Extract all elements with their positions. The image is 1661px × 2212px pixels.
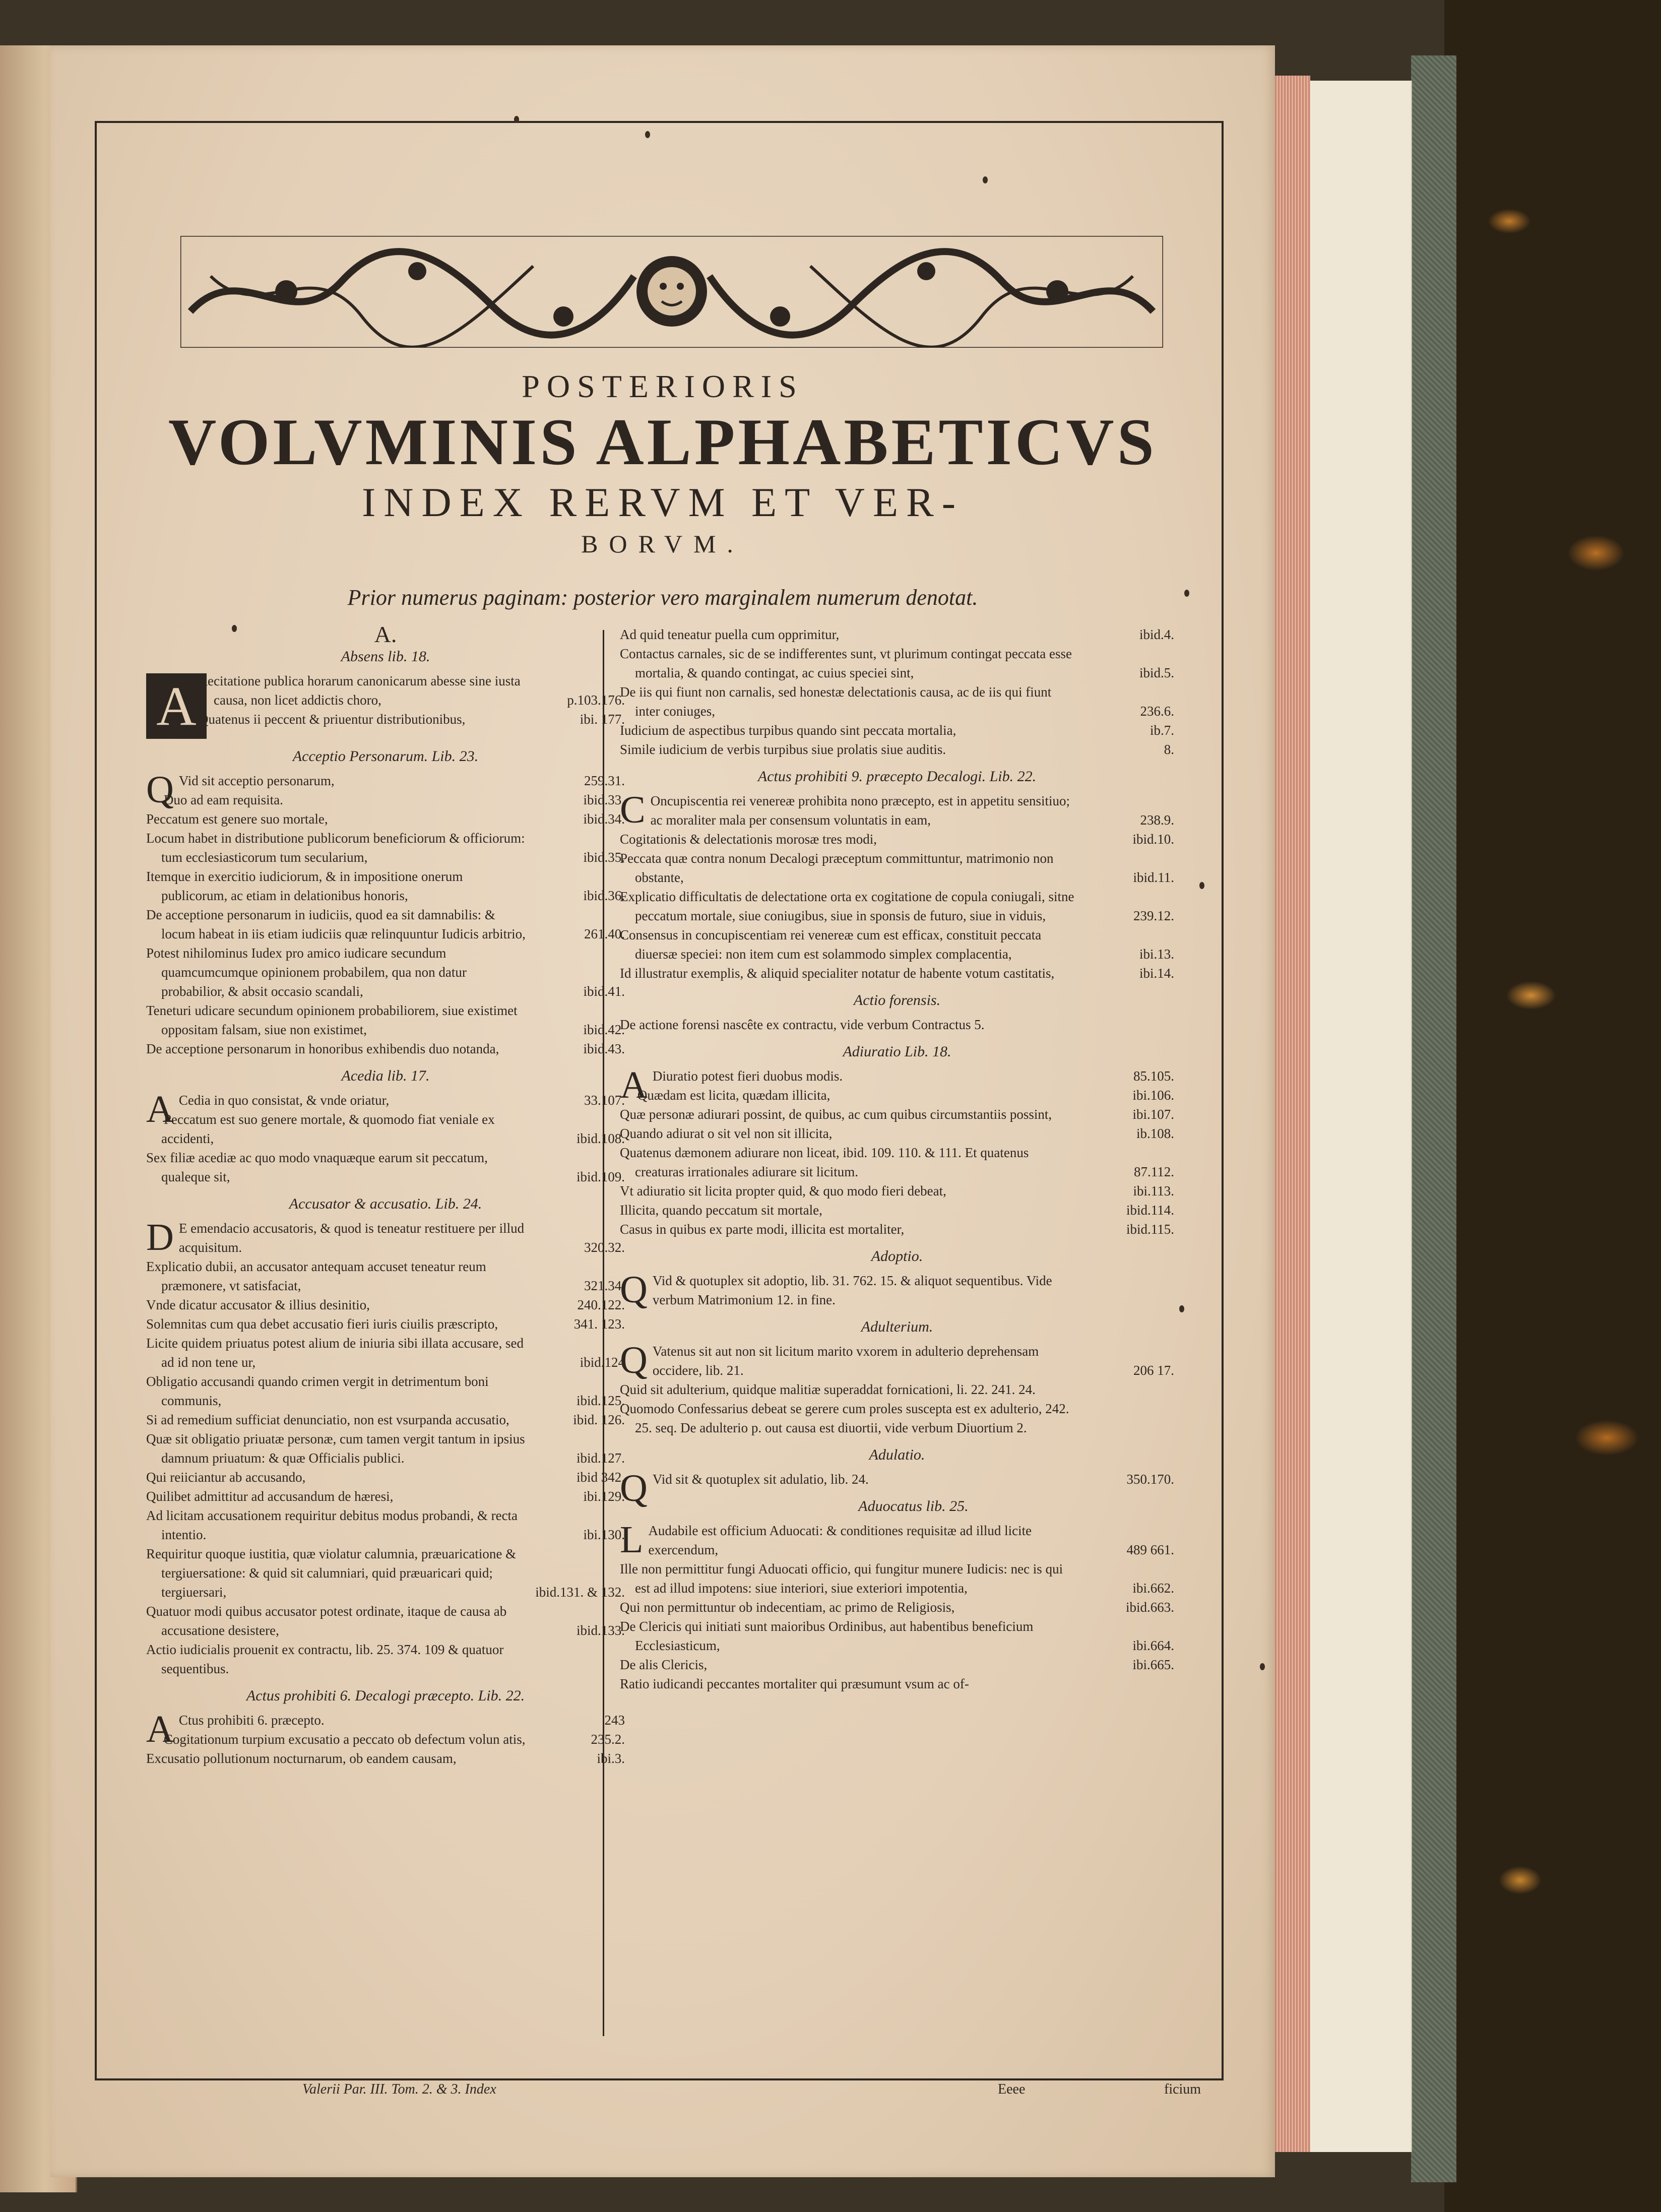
entry-heading: Adulatio.: [869, 1446, 925, 1463]
entry-text: Quæ sit obligatio priuatæ personæ, cum tamen vergit tantum in ipsius damnum priuatum: & quæ Officialis publici.: [146, 1431, 525, 1466]
index-entry: [146, 1506, 625, 1544]
entry-ref: ibi.3.: [597, 1751, 625, 1766]
entry-ref: ibid.36.: [583, 888, 625, 903]
entry-group: [146, 647, 625, 739]
index-entry: [620, 721, 1174, 740]
entry-ref: ibi.113.: [1133, 1183, 1174, 1198]
entry-group: [620, 625, 1174, 759]
index-entry: [620, 1339, 1174, 1381]
index-entry: [146, 1602, 625, 1640]
entry-ref: ibid. 126.: [573, 1412, 625, 1427]
entry-group: [146, 1686, 625, 1768]
entry-text: QVatenus sit aut non sit licitum marito vxorem in adulterio deprehensam occidere, lib. 21.: [620, 1339, 1039, 1381]
entry-ref: ibid.124: [580, 1355, 625, 1370]
entry-text: Ad licitam accusationem requiritur debitus modus probandi, & recta intentio.: [146, 1508, 518, 1542]
entry-group: [620, 1497, 1174, 1693]
entry-text: Teneturi udicare secundum opinionem probabiliorem, siue existimet oppositam falsam, siue non existimet,: [146, 1003, 518, 1037]
index-entry: [146, 1487, 625, 1506]
entry-ref: ibi.130.: [583, 1527, 625, 1542]
entry-ref: ibi.14.: [1139, 966, 1174, 981]
entry-group: [620, 1317, 1174, 1437]
entry-ref: ibi.106.: [1132, 1088, 1174, 1103]
index-entry: [620, 791, 1174, 830]
entry-heading: Absens lib. 18.: [341, 648, 430, 665]
index-entry: [146, 1468, 625, 1487]
entry-text: Quatenus dæmonem adiurare non liceat, ibid. 109. 110. & 111. Et quatenus creaturas irrationales adiurare sit licitum.: [620, 1145, 1029, 1179]
entry-ref: ibid.35.: [583, 850, 625, 865]
entry-ref: ibid.11.: [1133, 870, 1174, 885]
index-entry: [620, 1380, 1174, 1399]
entry-ref: 87.112.: [1134, 1164, 1174, 1179]
entry-text: Si ad remedium sufficiat denunciatio, non est vsurpanda accusatio,: [146, 1412, 509, 1427]
entry-text: De alis Clericis,: [620, 1657, 708, 1672]
entry-ref: ibi.107.: [1132, 1107, 1174, 1122]
index-entry: [620, 1181, 1174, 1200]
entry-ref: 236.6.: [1140, 704, 1174, 719]
index-entry: [146, 1334, 625, 1372]
right-column: [620, 625, 1174, 1701]
entry-ref: 320.32.: [584, 1240, 625, 1255]
entry-ref: ibid.34.: [583, 811, 625, 827]
entry-text: Contactus carnales, sic de se indifferentes sunt, vt plurimum contingat peccata esse mortalia, & quando contingat, ac cuius speciei sint,: [620, 646, 1072, 680]
entry-text: Cogitationis & delectationis morosæ tres modi,: [620, 832, 877, 847]
index-entry: [620, 925, 1174, 964]
wormhole-mark: [1199, 882, 1204, 889]
entry-heading: Actus prohibiti 6. Decalogi præcepto. Lib. 22.: [246, 1687, 525, 1704]
entry-heading: Adoptio.: [871, 1248, 923, 1265]
entry-text: COncupiscentia rei venereæ prohibita nono præcepto, est in appetitu sensitiuo; ac moraliter mala per consensum voluntatis in eam,: [620, 789, 1070, 831]
index-entry: [620, 682, 1174, 721]
entry-heading: Actio forensis.: [853, 992, 941, 1008]
entry-ref: p.103.176.: [567, 692, 625, 708]
decorated-initial: A: [146, 673, 207, 739]
entry-ref: ibid.109.: [576, 1169, 625, 1184]
index-entry: [620, 1143, 1174, 1181]
wormhole-mark: [1179, 1305, 1184, 1312]
entry-text: Quomodo Confessarius debeat se gerere cum proles suscepta est ex adulterio, 242. 25. seq. De adulterio p. out causa est diuortii, vide verbum Diuortium 2.: [620, 1401, 1069, 1435]
entry-text: Potest nihilominus Iudex pro amico iudicare secundum quamcumcumque opinionem probabilem, qua non datur probabilior, & absit occasio scandali,: [146, 945, 467, 999]
entry-text: Casus in quibus ex parte modi, illicita est mortaliter,: [620, 1222, 905, 1237]
entry-text: Explicatio difficultatis de delectatione orta ex cogitatione de copula coniugali, sitne peccatum mortale, siue coniugibus, siue in sponsis de futuro, siue in viduis,: [620, 889, 1074, 923]
index-entry: [620, 1015, 1174, 1034]
title-line-voluminis: VOLVMINIS ALPHABETICVS: [168, 405, 1157, 479]
entry-text: Duo ad eam requisita.: [163, 792, 283, 807]
entry-ref: 8.: [1164, 742, 1174, 757]
index-entry: [146, 1410, 625, 1429]
entry-group: [620, 991, 1174, 1034]
index-entry: [146, 1148, 625, 1186]
entry-text: LAudabile est officium Aduocati: & conditiones requisitæ ad illud licite exercendum,: [620, 1519, 1032, 1561]
title-line-posterioris: POSTERIORIS: [522, 368, 804, 404]
entry-text: Locum habet in distributione publicorum beneficiorum & officiorum: tum ecclesiasticorum tum secularium,: [146, 831, 525, 865]
entry-ref: ibid.43.: [583, 1041, 625, 1056]
index-entry: [620, 1200, 1174, 1220]
index-entry: [146, 1257, 625, 1295]
index-entry: [146, 1429, 625, 1468]
entry-text: ACedia in quo consistat, & vnde oriatur,: [146, 1088, 390, 1130]
wormhole-mark: [1184, 590, 1189, 597]
entry-text: ADiuratio potest fieri duobus modis.: [620, 1064, 843, 1106]
wormhole-mark: [983, 176, 988, 183]
entry-group: [146, 747, 625, 1058]
entry-text: ACtus prohibiti 6. præcepto.: [146, 1708, 325, 1750]
index-entry: [620, 1521, 1174, 1559]
entry-ref: ibid.131. & 132.: [535, 1585, 625, 1600]
index-entry: [146, 1314, 625, 1334]
entry-ref: ibid.42.: [583, 1022, 625, 1037]
index-entry: [146, 809, 625, 829]
entry-text: Ille non permittitur fungi Aduocati officio, qui fungitur munere Iudicis: nec is qui est ad illud impotens: siue interiori, siue exteriori impotentia,: [620, 1561, 1063, 1596]
wormhole-mark: [232, 625, 237, 632]
index-entry: [620, 849, 1174, 887]
entry-ref: ibid.114.: [1126, 1203, 1174, 1218]
index-entry: [146, 867, 625, 905]
entry-text: Peccatum est suo genere mortale, & quomodo fiat veniale ex accidenti,: [161, 1112, 495, 1146]
entry-ref: 261.40.: [584, 926, 625, 941]
entry-text: Ad quid teneatur puella cum opprimitur,: [620, 627, 840, 642]
index-entry: [146, 790, 625, 809]
entry-ref: 240.122.: [577, 1297, 625, 1312]
index-entry: [146, 1749, 625, 1768]
entry-text: Id illustratur exemplis, & aliquid specialiter notatur de habente votum castitatis,: [620, 966, 1055, 981]
title-line-index: INDEX RERVM ET VER-: [361, 479, 964, 525]
entry-text: Recitatione publica horarum canonicarum abesse sine iusta causa, non licet addictis choro,: [199, 673, 521, 708]
entry-ref: 259.31.: [584, 773, 625, 788]
entry-heading: Acceptio Personarum. Lib. 23.: [292, 748, 479, 765]
index-entry: [146, 905, 625, 943]
catchword: ficium: [1164, 2081, 1201, 2097]
index-entry: [620, 644, 1174, 682]
entry-ref: ibi.664.: [1132, 1638, 1174, 1653]
index-entry: [620, 1559, 1174, 1598]
entry-ref: 341. 123.: [573, 1316, 625, 1332]
index-entry: [146, 1730, 625, 1749]
index-entry: [146, 943, 625, 1001]
entry-heading: Accusator & accusatio. Lib. 24.: [289, 1195, 482, 1212]
index-entry: [620, 1655, 1174, 1674]
entry-ref: 33.107.: [584, 1093, 625, 1108]
entry-ref: 321.34.: [584, 1278, 625, 1293]
section-letter: A.: [374, 621, 397, 647]
entry-text: Vt adiuratio sit licita propter quid, & quo modo fieri debeat,: [620, 1183, 946, 1198]
entry-heading: Adulterium.: [861, 1318, 933, 1335]
index-entry: [146, 829, 625, 867]
entry-ref: ibi.665.: [1132, 1657, 1174, 1672]
entry-ref: 350.170.: [1126, 1472, 1174, 1487]
entry-text: Quando adiurat o sit vel non sit illicita,: [620, 1126, 833, 1141]
entry-text: Quatuor modi quibus accusator potest ordinate, itaque de causa ab accusatione desistere,: [146, 1604, 507, 1638]
entry-text: Simile iudicium de verbis turpibus siue prolatis siue auditis.: [620, 742, 946, 757]
entry-heading: Adiuratio Lib. 18.: [843, 1043, 951, 1060]
entry-text: DE emendacio accusatoris, & quod is teneatur restituere per illud acquisitum.: [146, 1216, 525, 1258]
cloth-spine-strip: [1411, 55, 1456, 2182]
index-entry: [620, 625, 1174, 644]
index-entry: [146, 1110, 625, 1148]
entry-ref: ibid.4.: [1139, 627, 1174, 642]
entry-ref: ibid.125.: [576, 1393, 625, 1408]
entry-text: Quæ personæ adiurari possint, de quibus, ac cum quibus circumstantiis possint,: [620, 1107, 1052, 1122]
index-entry: [620, 1271, 1174, 1309]
index-entry: [620, 1220, 1174, 1239]
entry-text: Requiritur quoque iustitia, quæ violatur calumnia, præuaricatione & tergiuersatione: & quid sit calumniari, quid præuaricari quid; tergiuersari,: [146, 1546, 517, 1600]
index-entry: [146, 1640, 625, 1678]
entry-text: Actio iudicialis prouenit ex contractu, lib. 25. 374. 109 & quatuor sequentibus.: [146, 1642, 504, 1676]
entry-text: QVid sit acceptio personarum,: [146, 769, 335, 811]
entry-text: De Clericis qui initiati sunt maioribus Ordinibus, aut habentibus beneficium Ecclesiasticum,: [620, 1619, 1034, 1653]
footer-signature-line: Valerii Par. III. Tom. 2. & 3. Index: [302, 2081, 496, 2097]
entry-text: De iis qui fiunt non carnalis, sed honestæ delectationis causa, ac de iis qui fiunt inter coniuges,: [620, 684, 1052, 719]
index-entry: [146, 710, 625, 729]
index-entry: [620, 1598, 1174, 1617]
entry-ref: 235.2.: [591, 1732, 625, 1747]
entry-ref: 85.105.: [1133, 1068, 1174, 1084]
index-entry: [146, 1295, 625, 1314]
index-entry: [146, 1001, 625, 1039]
entry-group: [146, 1066, 625, 1186]
flyleaf: [1310, 81, 1412, 2152]
entry-ref: ibid.41.: [583, 984, 625, 999]
entry-heading: Actus prohibiti 9. præcepto Decalogi. Lib. 22.: [757, 768, 1037, 785]
entry-ref: ibid.115.: [1126, 1222, 1174, 1237]
left-column: [146, 621, 625, 1776]
index-entry: [620, 1674, 1174, 1693]
entry-ref: ibi.129.: [583, 1489, 625, 1504]
entry-group: [146, 1194, 625, 1678]
index-entry: [620, 1105, 1174, 1124]
entry-ref: 238.9.: [1140, 812, 1174, 828]
entry-text: De acceptione personarum in iudiciis, quod ea sit damnabilis: & locum habeat in iis etiam iudiciis quæ relinquuntur Iudicis arbitrio,: [146, 907, 526, 941]
index-entry: [620, 887, 1174, 925]
entry-text: Explicatio dubii, an accusator antequam accuset teneatur reum præmonere, vt satisfaciat,: [146, 1259, 486, 1293]
entry-heading: Acedia lib. 17.: [341, 1067, 430, 1084]
index-entry: [146, 1216, 625, 1258]
index-entry: [620, 1617, 1174, 1655]
index-entry: [146, 1039, 625, 1058]
entry-ref: ibid.10.: [1132, 832, 1174, 847]
index-entry: [620, 1086, 1174, 1105]
entry-text: Quædam est licita, quædam illicita,: [637, 1088, 831, 1103]
index-entry: [146, 671, 625, 710]
ornamental-headpiece: [180, 236, 1163, 348]
entry-ref: ib.108.: [1136, 1126, 1174, 1141]
entry-text: Licite quidem priuatus potest alium de iniuria sibi illata accusare, sed ad id non tene ur,: [146, 1336, 524, 1370]
entry-ref: ib.7.: [1149, 723, 1174, 738]
entry-text: Qui reiiciantur ab accusando,: [146, 1470, 306, 1485]
entry-text: Itemque in exercitio iudiciorum, & in impositione onerum publicorum, ac etiam in delationibus honoris,: [146, 869, 463, 903]
entry-ref: ibid 342.: [576, 1470, 625, 1485]
entry-group: [620, 1042, 1174, 1239]
entry-group: [620, 767, 1174, 983]
wormhole-mark: [514, 116, 519, 123]
index-entry: [620, 740, 1174, 759]
entry-group: [620, 1247, 1174, 1309]
entry-text: Peccata quæ contra nonum Decalogi præceptum committuntur, matrimonio non obstante,: [620, 851, 1054, 885]
index-entry: [620, 964, 1174, 983]
marbled-board: [1444, 0, 1661, 2212]
entry-ref: ibi. 177.: [580, 712, 625, 727]
page-edges: [1275, 76, 1310, 2152]
entry-text: Consensus in concupiscentiam rei venereæ cum est efficax, constituit peccata diuersæ speciei: non item cum est solammodo simplex complacentia,: [620, 927, 1042, 962]
wormhole-mark: [1260, 1663, 1265, 1670]
entry-text: QVid & quotuplex sit adoptio, lib. 31. 762. 15. & aliquot sequentibus. Vide verbum Matrimonium 12. in fine.: [620, 1269, 1052, 1311]
entry-text: Sex filiæ acediæ ac quo modo vnaquæque earum sit peccatum, qualeque sit,: [146, 1150, 488, 1184]
entry-ref: ibid.108.: [576, 1131, 625, 1146]
entry-ref: 243: [604, 1713, 625, 1728]
entry-ref: ibi.662.: [1132, 1581, 1174, 1596]
entry-text: Quatenus ii peccent & priuentur distributionibus,: [199, 712, 466, 727]
entry-ref: ibid.5.: [1139, 665, 1174, 680]
index-entry: [620, 830, 1174, 849]
entry-text: Vnde dicatur accusator & illius desinitio,: [146, 1297, 370, 1312]
index-entry: [620, 1124, 1174, 1143]
entry-ref: ibid.133.: [576, 1623, 625, 1638]
index-entry: [146, 1372, 625, 1410]
entry-text: Iudicium de aspectibus turpibus quando sint peccata mortalia,: [620, 723, 956, 738]
entry-text: Quid sit adulterium, quidque malitiæ superaddat fornicationi, li. 22. 241. 24.: [620, 1382, 1036, 1397]
entry-ref: ibid.663.: [1125, 1600, 1174, 1615]
entry-text: Ratio iudicandi peccantes mortaliter qui præsumunt vsum ac of-: [620, 1676, 969, 1691]
wormhole-mark: [645, 131, 650, 138]
entry-text: Obligatio accusandi quando crimen vergit in detrimentum boni communis,: [146, 1374, 489, 1408]
entry-ref: 206 17.: [1133, 1363, 1174, 1378]
entry-ref: 489 661.: [1126, 1542, 1174, 1557]
index-entry: [146, 1544, 625, 1602]
index-entry: [620, 1399, 1174, 1437]
entry-ref: ibi.13.: [1139, 946, 1174, 962]
entry-text: Peccatum est genere suo mortale,: [146, 811, 328, 827]
numbering-note: Prior numerus paginam: posterior vero marginalem numerum denotat.: [347, 585, 978, 610]
entry-text: Excusatio pollutionum nocturnarum, ob eandem causam,: [146, 1751, 457, 1766]
entry-text: Qui non permittuntur ob indecentiam, ac primo de Religiosis,: [620, 1600, 955, 1615]
entry-text: De acceptione personarum in honoribus exhibendis duo notanda,: [146, 1041, 499, 1056]
entry-text: QVid sit & quotuplex sit adulatio, lib. 24.: [620, 1467, 869, 1509]
book-page: [50, 45, 1275, 2177]
title-line-borum: BORVM.: [581, 530, 744, 558]
entry-text: De actione forensi nascête ex contractu, vide verbum Contractus 5.: [620, 1017, 985, 1032]
gathering-signature: Eeee: [998, 2081, 1026, 2097]
entry-ref: ibid.33.: [583, 792, 625, 807]
entry-heading: Aduocatus lib. 25.: [858, 1498, 969, 1514]
entry-text: Cogitationum turpium excusatio a peccato ob defectum volun atis,: [163, 1732, 526, 1747]
entry-ref: ibid.127.: [576, 1450, 625, 1466]
entry-text: Solemnitas cum qua debet accusatio fieri iuris ciuilis præscripto,: [146, 1316, 498, 1332]
entry-text: Illicita, quando peccatum sit mortale,: [620, 1203, 822, 1218]
entry-ref: 239.12.: [1133, 908, 1174, 923]
entry-text: Quilibet admittitur ad accusandum de hæresi,: [146, 1489, 394, 1504]
